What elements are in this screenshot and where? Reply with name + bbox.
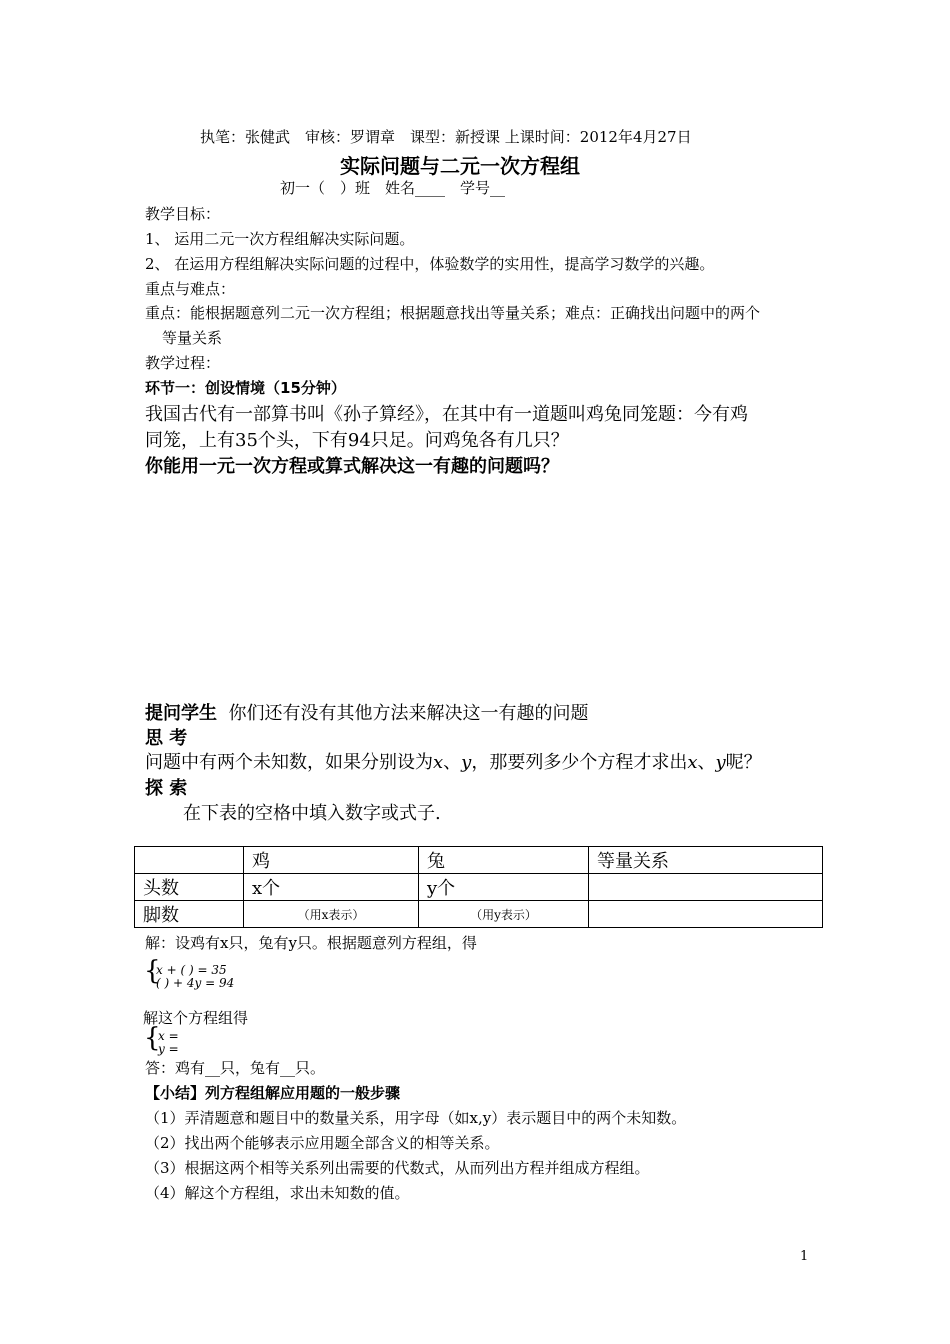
ask-text: 你们还有没有其他方法来解决这一有趣的问题 (228, 703, 589, 724)
objectives-heading: 教学目标： (145, 205, 221, 223)
page-number: 1 (800, 1249, 809, 1264)
solution-x: x = (158, 1029, 179, 1043)
think-heading: 思 考 (145, 728, 188, 749)
table-cell (589, 874, 823, 901)
header-meta: 执笔：张健武 审核：罗谓章 课型：新授课 上课时间：2012年4月27日 (200, 128, 692, 146)
ask-line (145, 699, 588, 725)
table-cell: 鸡 (244, 847, 419, 874)
equation-1: x + ( ) = 35 (156, 963, 227, 977)
think-sep-2: 、 (697, 752, 716, 773)
keypoints-line-1: 重点：能根据题意列二元一次方程组；根据题意找出等量关系；难点：正确找出问题中的两个 (145, 304, 761, 322)
table-row (135, 901, 823, 928)
table-cell: 头数 (135, 874, 244, 901)
objective-item-1: 1、 运用二元一次方程组解决实际问题。 (145, 230, 415, 248)
table-cell (135, 847, 244, 874)
brace-icon: { (144, 956, 161, 986)
solution-setup: 解：设鸡有x只，兔有y只。根据题意列方程组，得 (145, 934, 477, 952)
objective-item-2: 2、 在运用方程组解决实际问题的过程中，体验数学的实用性，提高学习数学的兴趣。 (145, 255, 715, 273)
think-text (145, 748, 762, 774)
fill-in-table (134, 846, 823, 928)
table-cell: （用x表示） (244, 901, 419, 928)
brace-icon: { (144, 1023, 161, 1053)
ask-label: 提问学生 (145, 703, 217, 724)
summary-heading: 【小结】列方程组解应用题的一般步骤 (145, 1084, 401, 1102)
problem-line-1: 我国古代有一部算书叫《孙子算经》，在其中有一道题叫鸡兔同笼题：今有鸡 (145, 404, 748, 425)
page-title: 实际问题与二元一次方程组 (340, 154, 580, 178)
table-cell: 脚数 (135, 901, 244, 928)
problem-line-2: 同笼，上有35个头，下有94只足。问鸡兔各有几只？ (145, 430, 569, 451)
solve-label: 解这个方程组得 (143, 1009, 249, 1027)
summary-step-4: （4）解这个方程组，求出未知数的值。 (145, 1184, 410, 1202)
equation-2: ( ) + 4y = 94 (156, 976, 235, 990)
table-cell (589, 901, 823, 928)
explore-heading: 探 索 (145, 778, 188, 799)
solution-system (158, 1030, 179, 1056)
var-y: y (461, 752, 472, 773)
var-x: x (433, 752, 444, 773)
think-text-b: ，那要列多少个方程才求出 (471, 752, 688, 773)
equation-system (156, 964, 234, 990)
think-text-a: 问题中有两个未知数，如果分别设为 (145, 752, 433, 773)
question-line: 你能用一元一次方程或算式解决这一有趣的问题吗？ (145, 456, 559, 477)
table-row (135, 874, 823, 901)
table-cell: x个 (244, 874, 419, 901)
process-heading: 教学过程： (145, 354, 221, 372)
answer-line: 答：鸡有__只，兔有__只。 (145, 1059, 326, 1077)
think-sep-1: 、 (443, 752, 462, 773)
table-cell: （用y表示） (419, 901, 589, 928)
var-y-2: y (715, 752, 726, 773)
explore-instruction: 在下表的空格中填入数字或式子. (183, 803, 441, 824)
table-cell: 兔 (419, 847, 589, 874)
table-header-row (135, 847, 823, 874)
solution-y: y = (158, 1042, 179, 1056)
section1-heading: 环节一：创设情境（15分钟） (145, 379, 346, 397)
table-cell: 等量关系 (589, 847, 823, 874)
summary-step-3: （3）根据这两个相等关系列出需要的代数式，从而列出方程并组成方程组。 (145, 1159, 650, 1177)
think-text-c: 呢？ (725, 752, 762, 773)
class-line: 初一（ ）班 姓名____ 学号__ (280, 179, 506, 197)
var-x-2: x (687, 752, 698, 773)
table-cell: y个 (419, 874, 589, 901)
summary-step-2: （2）找出两个能够表示应用题全部含义的相等关系。 (145, 1134, 500, 1152)
keypoints-line-2: 等量关系 (162, 329, 223, 347)
summary-step-1: （1）弄清题意和题目中的数量关系，用字母（如x,y）表示题目中的两个未知数。 (145, 1109, 687, 1127)
keypoints-heading: 重点与难点： (145, 280, 236, 298)
